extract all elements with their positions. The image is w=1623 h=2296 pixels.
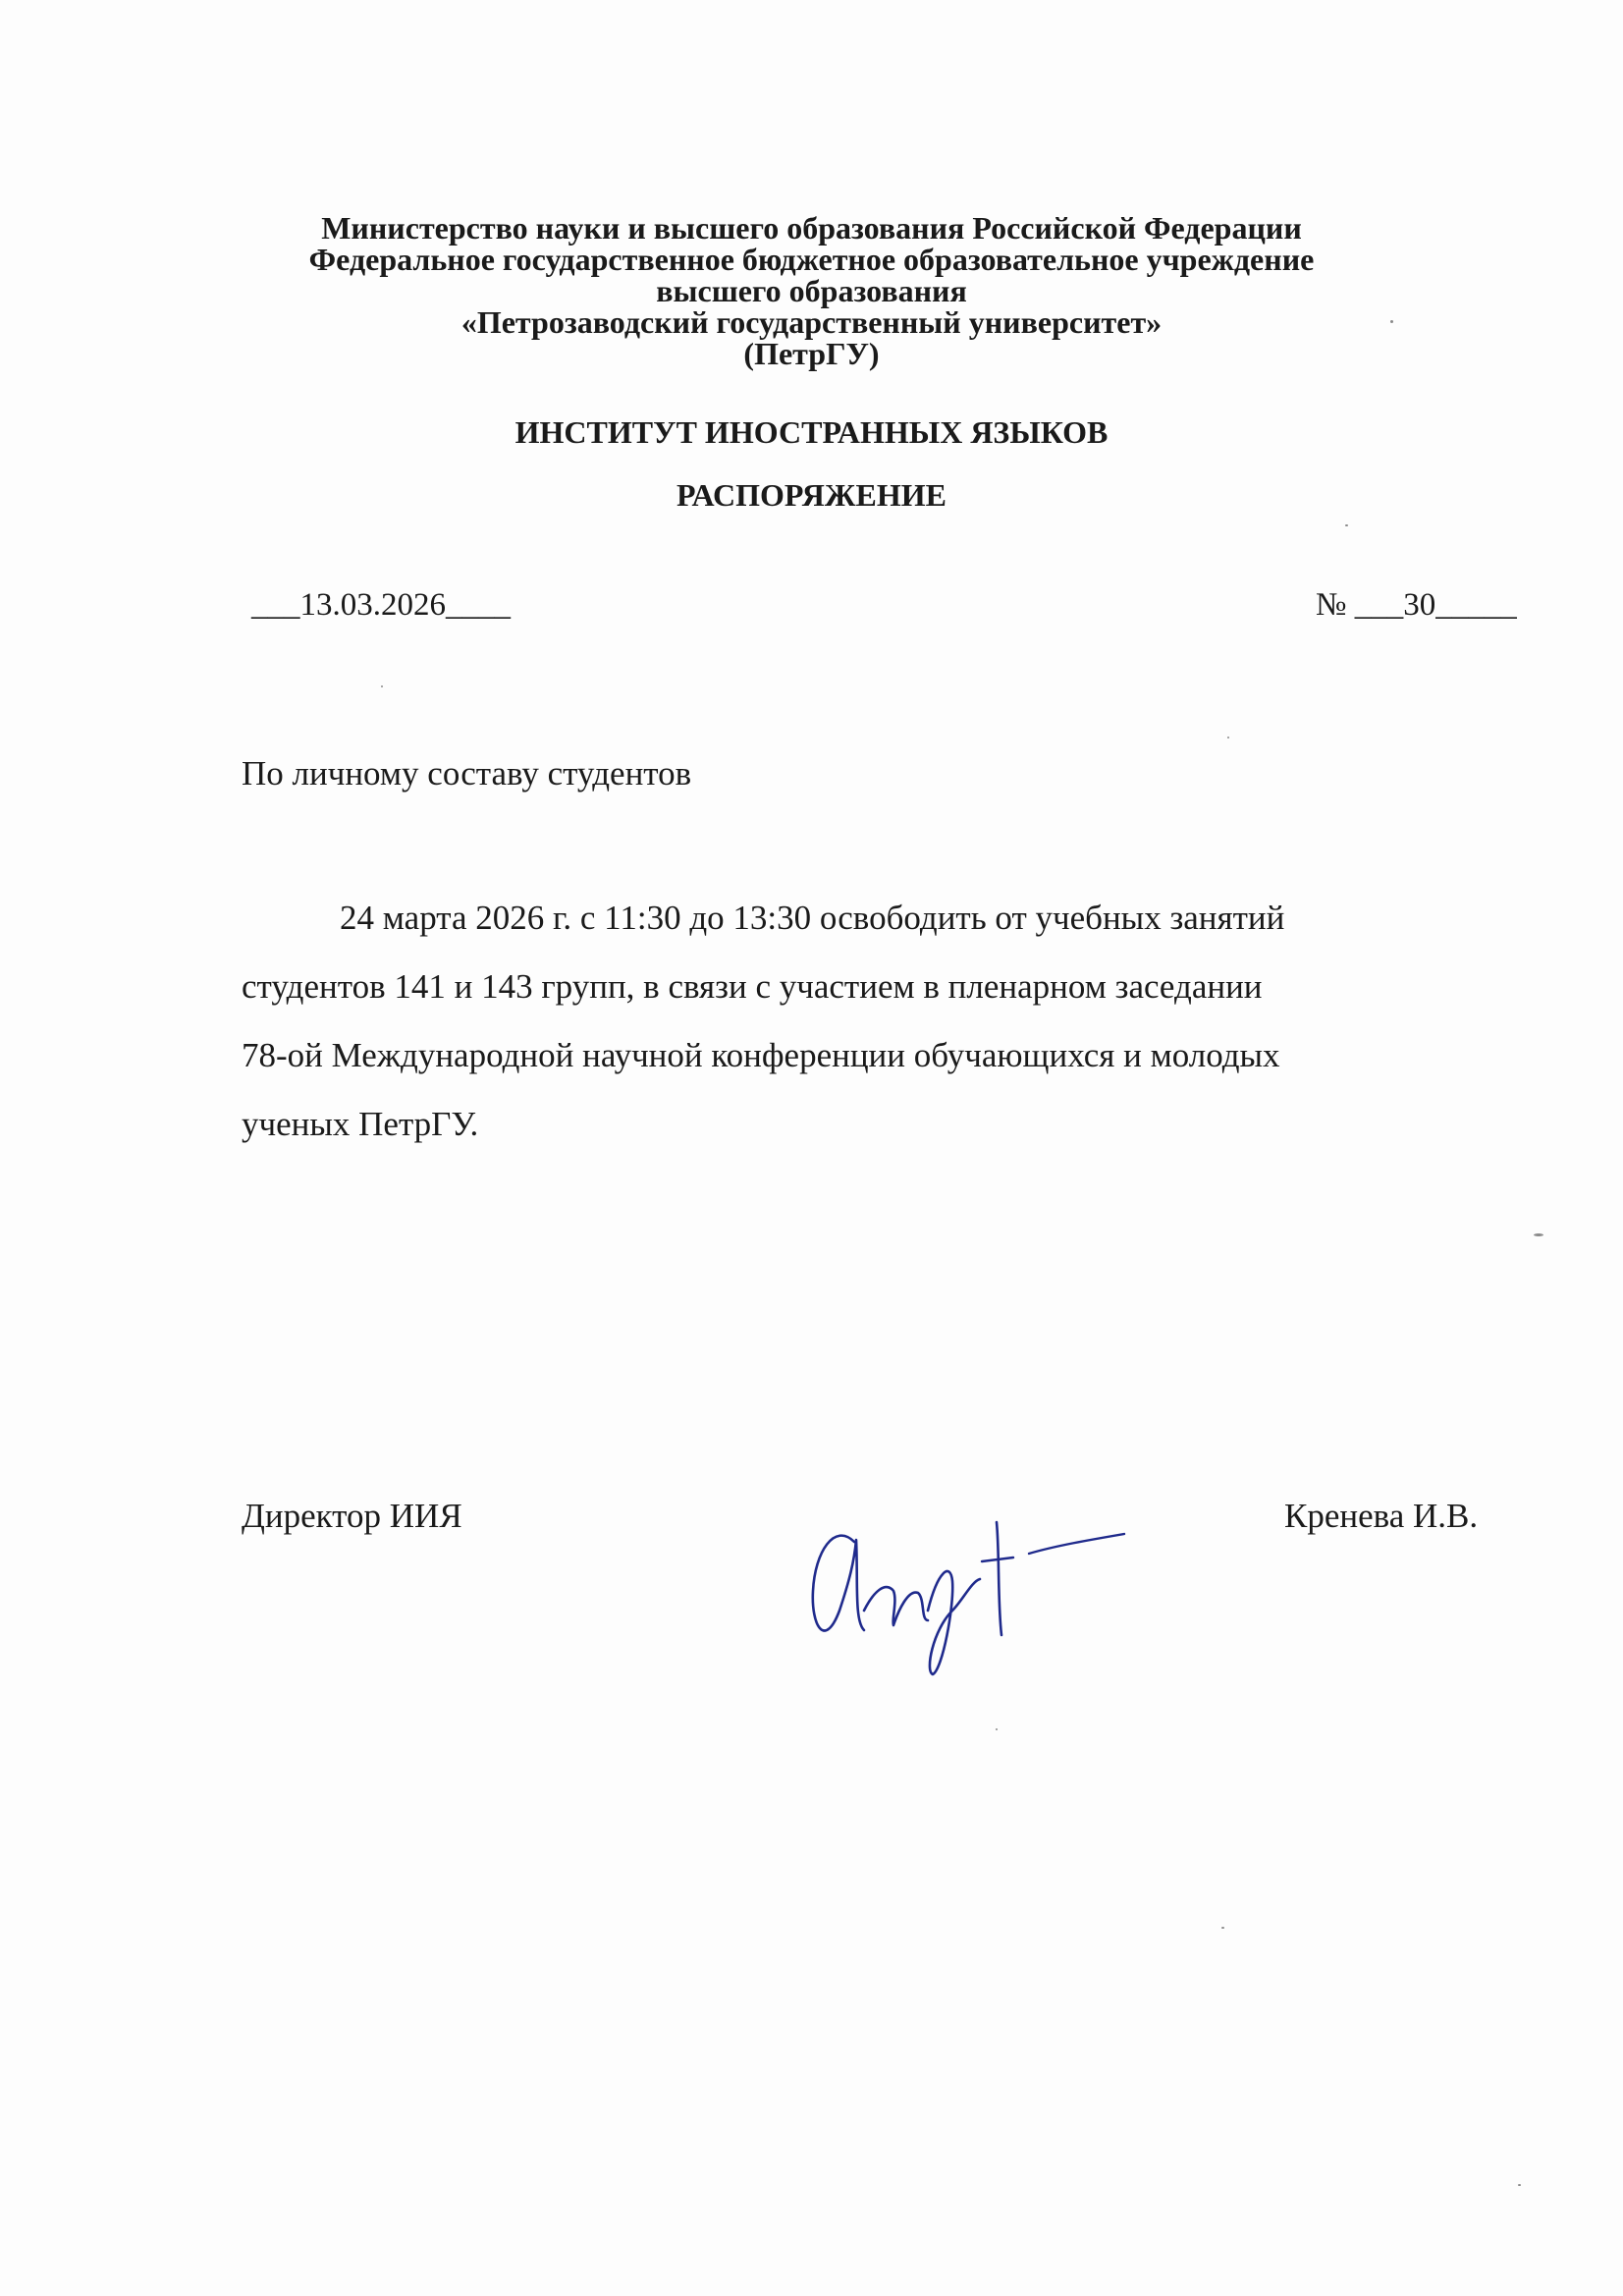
institute-title: ИНСТИТУТ ИНОСТРАННЫХ ЯЗЫКОВ [514, 414, 1109, 450]
body-line: 78-ой Международной научной конференции обучающихся и молодых [242, 1036, 1280, 1074]
scan-speck [1534, 1233, 1543, 1236]
signatory-role: Директор ИИЯ [242, 1497, 462, 1535]
body-line: ученых ПетрГУ. [242, 1105, 479, 1143]
header-education-level: высшего образования [656, 273, 967, 308]
header-institution-type: Федеральное государственное бюджетное образовательное учреждение [308, 242, 1315, 277]
document-subject: По личному составу студентов [242, 754, 692, 793]
document-number: № ___30_____ [1316, 587, 1517, 623]
header-university-abbr: (ПетрГУ) [743, 336, 880, 371]
document-body [242, 884, 1420, 1159]
body-line: студентов 141 и 143 групп, в связи с участием в пленарном заседании [242, 967, 1263, 1006]
document-type: РАСПОРЯЖЕНИЕ [676, 477, 947, 513]
scan-speck [1390, 320, 1393, 323]
header-ministry: Министерство науки и высшего образования Российской Федерации [321, 210, 1302, 246]
header-university-name: «Петрозаводский государственный университет» [460, 304, 1163, 340]
document-date: ___13.03.2026____ [251, 587, 511, 623]
signatory-name: Кренева И.В. [1284, 1497, 1479, 1535]
scan-speck [381, 685, 383, 687]
scan-speck [996, 1728, 998, 1730]
scan-speck [1345, 524, 1348, 526]
body-line: 24 марта 2026 г. с 11:30 до 13:30 освободить от учебных занятий [340, 899, 1285, 937]
scan-speck [1221, 1927, 1224, 1929]
scan-speck [1227, 737, 1229, 738]
scan-speck [1518, 2184, 1521, 2186]
handwritten-signature [795, 1463, 1139, 1679]
